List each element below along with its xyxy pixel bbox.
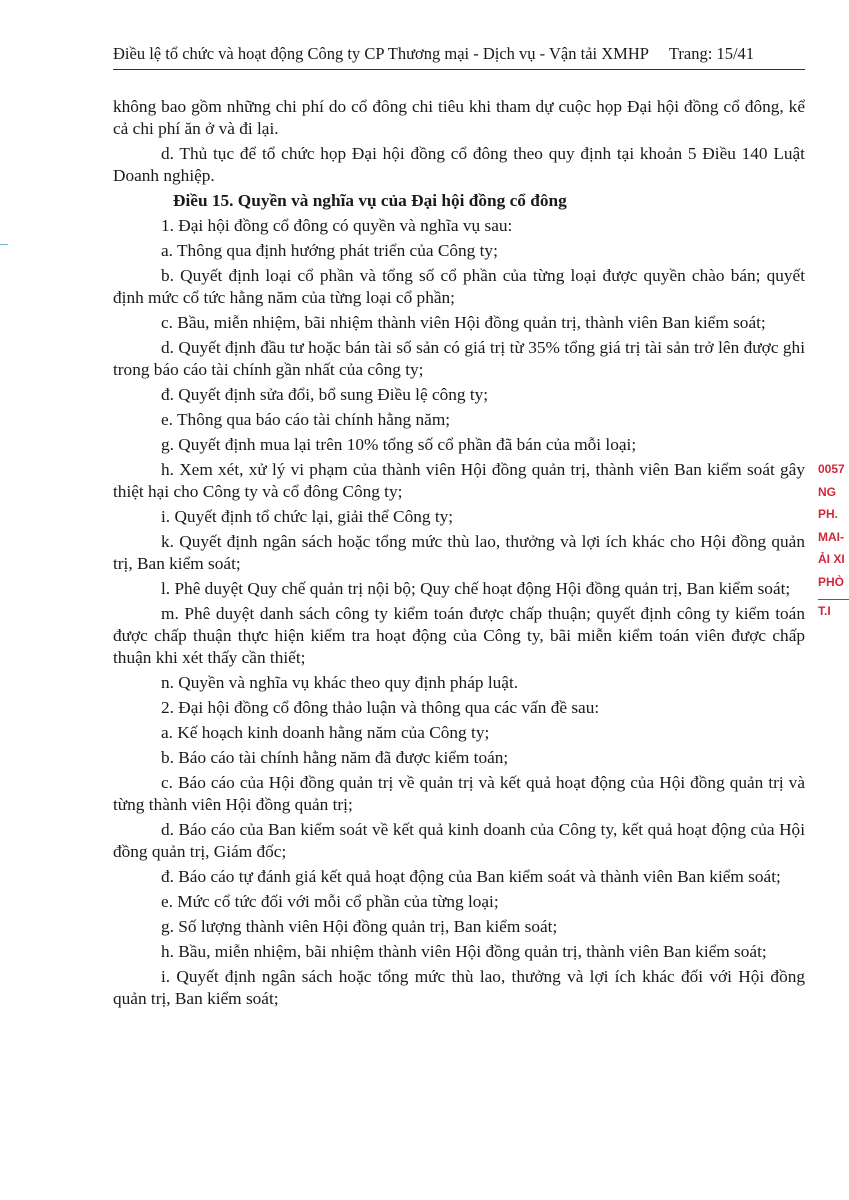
paragraph: c. Bầu, miễn nhiệm, bãi nhiệm thành viên Hội đồng quản trị, thành viên Ban kiểm soát;	[161, 313, 766, 332]
paragraph: d. Báo cáo của Ban kiểm soát về kết quả kinh doanh của Công ty, kết quả hoạt động của Hội đồng quản trị, Giám đốc;	[113, 820, 805, 861]
seal-text: NG	[818, 484, 836, 499]
paragraph: g. Số lượng thành viên Hội đồng quản trị, Ban kiểm soát;	[161, 917, 558, 936]
paragraph: g. Quyết định mua lại trên 10% tổng số cổ phần đã bán của mỗi loại;	[161, 435, 637, 454]
paragraph: n. Quyền và nghĩa vụ khác theo quy định pháp luật.	[161, 673, 519, 692]
paragraph: e. Mức cổ tức đối với mỗi cổ phần của từng loại;	[161, 892, 499, 911]
paragraph: h. Bầu, miễn nhiệm, bãi nhiệm thành viên Hội đồng quản trị, thành viên Ban kiểm soát;	[161, 942, 767, 961]
paragraph: k. Quyết định ngân sách hoặc tổng mức thù lao, thưởng và lợi ích khác cho Hội đồng quản trị, Ban kiểm soát;	[113, 532, 805, 573]
paragraph: 1. Đại hội đồng cổ đông có quyền và nghĩa vụ sau:	[161, 216, 513, 235]
seal-text: MAI-	[818, 529, 844, 544]
seal-text: PHÒ	[818, 574, 845, 589]
paragraph: b. Quyết định loại cổ phần và tổng số cổ phần của từng loại được quyền chào bán; quyết định mức cổ tức hằng năm của từng loại cổ phần;	[113, 266, 805, 307]
paragraph: 2. Đại hội đồng cổ đông thảo luận và thông qua các vấn đề sau:	[161, 698, 600, 717]
margin-tick	[0, 244, 8, 245]
paragraph: đ. Quyết định sửa đổi, bổ sung Điều lệ công ty;	[161, 385, 489, 404]
paragraph: i. Quyết định ngân sách hoặc tổng mức thù lao, thưởng và lợi ích khác đối với Hội đồng quản trị, Ban kiểm soát;	[113, 967, 805, 1008]
page-header	[113, 44, 805, 64]
header-divider	[113, 69, 805, 70]
paragraph: đ. Báo cáo tự đánh giá kết quả hoạt động của Ban kiểm soát và thành viên Ban kiểm soát;	[161, 867, 781, 886]
paragraph: d. Quyết định đầu tư hoặc bán tài số sản có giá trị từ 35% tổng giá trị tài sản trở lên được ghi trong báo cáo tài chính gần nhất của công ty;	[113, 338, 805, 379]
seal-text: 0057	[818, 462, 845, 476]
paragraph: d. Thủ tục để tổ chức họp Đại hội đồng cổ đông theo quy định tại khoản 5 Điều 140 Luật Doanh nghiệp.	[113, 144, 805, 185]
seal-text: ẢI XI	[818, 552, 845, 566]
paragraph: không bao gồm những chi phí do cổ đông chi tiêu khi tham dự cuộc họp Đại hội đồng cổ đông, kể cả chi phí ăn ở và đi lại.	[113, 97, 805, 138]
paragraph: c. Báo cáo của Hội đồng quản trị về quản trị và kết quả hoạt động của Hội đồng quản trị và từng thành viên Hội đồng quản trị;	[113, 773, 805, 814]
paragraph: m. Phê duyệt danh sách công ty kiểm toán được chấp thuận; quyết định công ty kiểm toán được chấp thuận thực hiện kiểm tra hoạt động của Công ty, bãi miễn kiểm toán viên được chấp thuận khi xét thấy cần thiết;	[113, 604, 805, 667]
company-seal-fragment	[818, 458, 849, 618]
paragraph: a. Kế hoạch kinh doanh hằng năm của Công ty;	[161, 723, 490, 742]
article-heading: Điều 15. Quyền và nghĩa vụ của Đại hội đồng cổ đông	[173, 191, 567, 210]
seal-text: PH.	[818, 507, 839, 521]
paragraph: i. Quyết định tổ chức lại, giải thể Công ty;	[161, 507, 454, 526]
paragraph: a. Thông qua định hướng phát triển của Công ty;	[161, 241, 498, 260]
header-title: Điều lệ tổ chức và hoạt động Công ty CP Thương mại - Dịch vụ - Vận tải XMHP	[113, 44, 649, 63]
page-number: Trang: 15/41	[668, 44, 755, 63]
paragraph: h. Xem xét, xử lý vi phạm của thành viên Hội đồng quản trị, thành viên Ban kiểm soát gây thiệt hại cho Công ty và cổ đông Công ty;	[113, 460, 805, 501]
paragraph: l. Phê duyệt Quy chế quản trị nội bộ; Quy chế hoạt động Hội đồng quản trị, Ban kiểm soát;	[161, 579, 791, 598]
paragraph: b. Báo cáo tài chính hằng năm đã được kiểm toán;	[161, 748, 509, 767]
seal-text: T.I	[818, 604, 831, 618]
paragraph: e. Thông qua báo cáo tài chính hằng năm;	[161, 410, 451, 429]
document-body	[113, 96, 805, 1013]
